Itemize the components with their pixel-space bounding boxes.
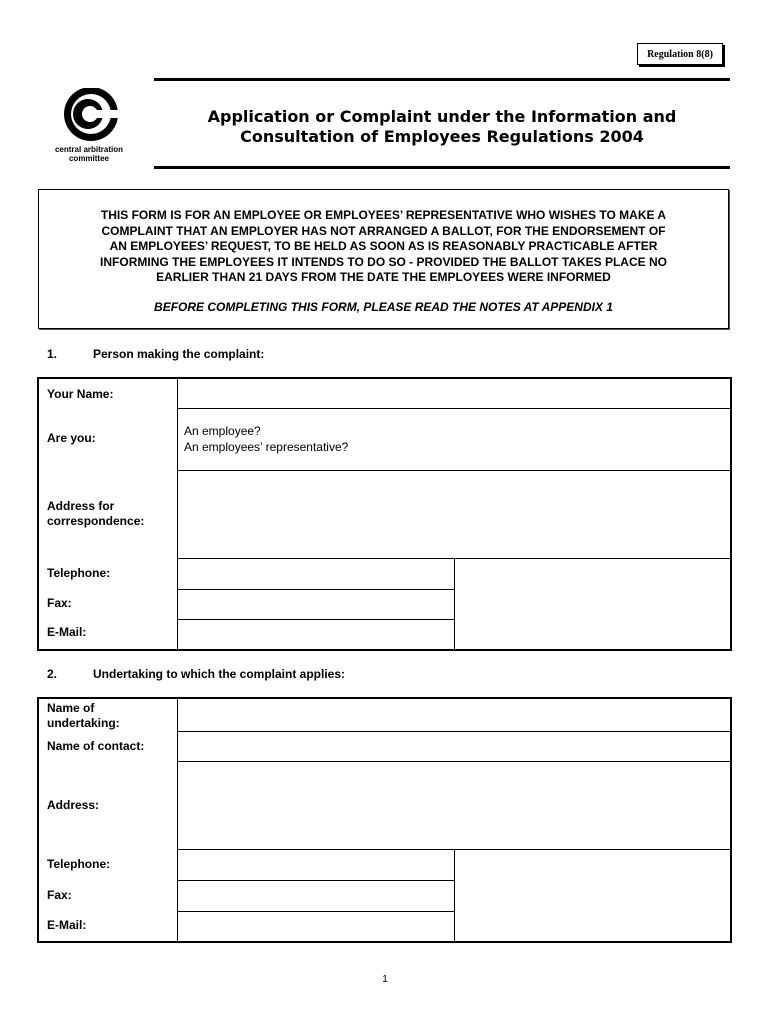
title-rule-top xyxy=(154,78,730,81)
undertaking-fax-label: Fax: xyxy=(47,888,72,902)
section1-heading xyxy=(47,347,264,361)
fax-label: Fax: xyxy=(47,596,72,610)
notice-line4: INFORMING THE EMPLOYEES IT INTENDS TO DO SO - PROVIDED THE BALLOT TAKES PLACE NO xyxy=(100,254,667,269)
undertaking-name-line1: Name of xyxy=(47,701,95,715)
telephone-field[interactable] xyxy=(178,559,454,589)
title-line1: Application or Complaint under the Information and xyxy=(207,107,677,126)
email-label: E-Mail: xyxy=(47,625,87,639)
contact-name-field[interactable] xyxy=(178,732,730,761)
undertaking-name-label xyxy=(47,701,120,731)
telephone-label: Telephone: xyxy=(47,566,111,580)
undertaking-name-line2: undertaking: xyxy=(47,716,120,730)
undertaking-fax-field[interactable] xyxy=(178,881,454,911)
section2-title: Undertaking to which the complaint applies: xyxy=(93,667,346,681)
section2-table xyxy=(37,697,732,943)
your-name-field[interactable] xyxy=(178,379,730,408)
section2-number: 2. xyxy=(47,667,58,681)
undertaking-address-label: Address: xyxy=(47,798,100,812)
page-number: 1 xyxy=(382,974,388,985)
logo-text-line2: committee xyxy=(68,154,109,163)
page-title xyxy=(154,107,730,147)
undertaking-telephone-label: Telephone: xyxy=(47,857,111,871)
are-you-label: Are you: xyxy=(47,431,96,445)
undertaking-address-field[interactable] xyxy=(178,762,730,849)
contact-extra-field[interactable] xyxy=(455,559,730,649)
undertaking-email-field[interactable] xyxy=(178,912,454,941)
option-representative[interactable]: An employees’ representative? xyxy=(184,440,349,454)
option-employee[interactable]: An employee? xyxy=(184,424,261,438)
title-line2: Consultation of Employees Regulations 2004 xyxy=(240,127,644,146)
email-field[interactable] xyxy=(178,620,454,649)
notice-line3: AN EMPLOYEES’ REQUEST, TO BE HELD AS SOON AS IS REASONABLY PRACTICABLE AFTER xyxy=(109,239,658,253)
address-label-line1: Address for xyxy=(47,499,115,513)
contact-name-label: Name of contact: xyxy=(47,739,145,753)
notice-instruction: BEFORE COMPLETING THIS FORM, PLEASE READ THE NOTES AT APPENDIX 1 xyxy=(154,300,613,314)
section1-table xyxy=(37,377,732,651)
section1-row-line xyxy=(177,408,730,409)
title-rule-bottom xyxy=(154,166,730,169)
address-label-line2: correspondence: xyxy=(47,514,145,528)
address-field[interactable] xyxy=(178,471,730,558)
notice-box xyxy=(38,189,729,329)
logo-text-line1: central arbitration xyxy=(54,145,123,154)
section1-number: 1. xyxy=(47,347,58,361)
notice-line2: COMPLAINT THAT AN EMPLOYER HAS NOT ARRANGED A BALLOT, FOR THE ENDORSEMENT OF xyxy=(101,223,666,238)
undertaking-email-label: E-Mail: xyxy=(47,918,87,932)
section1-title: Person making the complaint: xyxy=(93,347,265,361)
regulation-label: Regulation 8(8) xyxy=(637,43,723,65)
undertaking-telephone-field[interactable] xyxy=(178,850,454,880)
fax-field[interactable] xyxy=(178,590,454,619)
address-label xyxy=(47,499,144,529)
section2-heading xyxy=(47,667,345,681)
undertaking-name-field[interactable] xyxy=(178,699,730,731)
notice-line5: EARLIER THAN 21 DAYS FROM THE DATE THE EMPLOYEES WERE INFORMED xyxy=(156,270,611,284)
undertaking-contact-extra-field[interactable] xyxy=(455,850,730,941)
your-name-label: Your Name: xyxy=(47,387,114,401)
logo-text xyxy=(46,145,132,163)
notice-text xyxy=(47,208,720,286)
notice-line1: THIS FORM IS FOR AN EMPLOYEE OR EMPLOYEES’ REPRESENTATIVE WHO WISHES TO MAKE A xyxy=(100,208,667,222)
